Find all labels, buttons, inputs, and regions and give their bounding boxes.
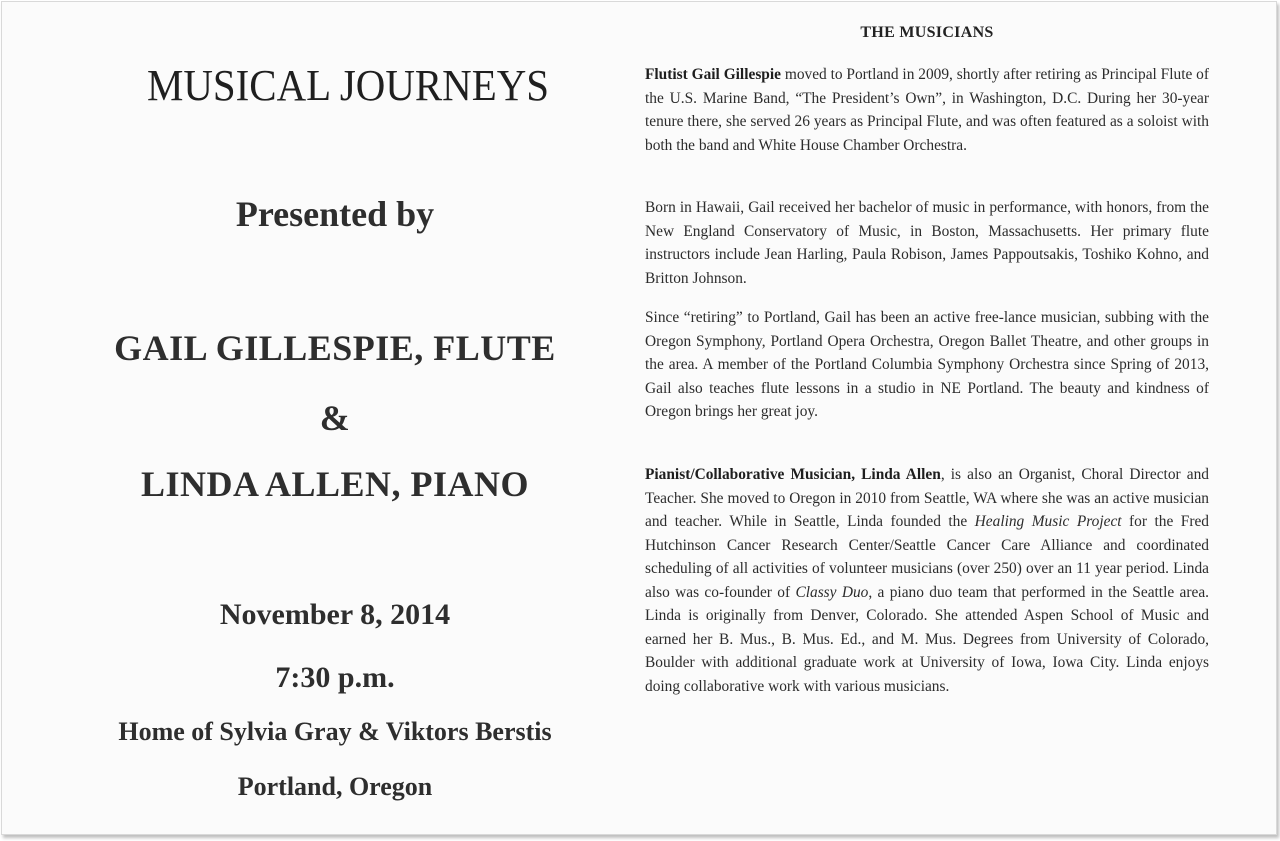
bio-gillespie-text-2: Born in Hawaii, Gail received her bachelor of music in performance, with honors, from the New England Conservatory of Music, in Boston, Massachusetts. Her primary flute instructors include Jean Harling, Paula Robison, James Pappoutsakis, Toshiko Kohno, and Britton Johnson. <box>645 199 1209 287</box>
classy-duo-title: Classy Duo <box>795 583 869 601</box>
bio-allen-text-c: , a piano duo team that performed in the Seattle area. Linda is originally from Denver, Colorado. She attended Aspen School of Music and earned her B. Mus., B. Mus. Ed., and M. Mus. Degrees from University of Colorado, Boulder with additional graduate work at University of Iowa, Iowa City. Linda enjoys doing collaborative work with various musicians. <box>645 583 1209 695</box>
bio-allen-text-b: for the Fred Hutchinson Cancer Research Center/Seattle Cancer Care Alliance and coordinated scheduling of all activities of volunteer musicians (over 250) over an 11 year period. Linda also was co-founder of <box>645 513 1209 601</box>
concert-venue: Home of Sylvia Gray & Viktors Berstis <box>118 717 552 746</box>
performer-piano: LINDA ALLEN, PIANO <box>140 464 530 504</box>
bio-allen-text-a: , is also an Organist, Choral Director and Teacher. She moved to Oregon in 2010 from Seattle, WA where she was an active musician and teacher. While in Seattle, Linda founded the <box>645 466 1209 530</box>
musicians-panel <box>645 2 1209 834</box>
concert-date: November 8, 2014 <box>219 598 451 631</box>
concert-city: Portland, Oregon <box>237 772 433 801</box>
bio-gillespie-paragraph-2 <box>645 196 1209 290</box>
bio-gillespie-lead: Flutist Gail Gillespie <box>645 66 781 83</box>
bio-gillespie-text-1: moved to Portland in 2009, shortly after retiring as Principal Flute of the U.S. Marine Band, “The President’s Own”, in Washington, D.C. During her 30-year tenure there, she served 26 years as Principal Flute, and was often featured as a soloist with both the band and White House Chamber Orchestra. <box>645 66 1209 154</box>
ampersand: & <box>319 398 351 438</box>
bio-gillespie-text-3: Since “retiring” to Portland, Gail has been an active free-lance musician, subbing with the Oregon Symphony, Portland Opera Orchestra, Oregon Ballet Theatre, and other groups in the area. A member of the Portland Columbia Symphony Orchestra since Spring of 2013, Gail also teaches flute lessons in a studio in NE Portland. The beauty and kindness of Oregon brings her great joy. <box>645 309 1209 420</box>
bio-gillespie-paragraph-3 <box>645 306 1209 424</box>
bio-allen-lead: Pianist/Collaborative Musician, Linda Allen <box>645 466 941 483</box>
healing-music-project-title: Healing Music Project <box>974 513 1122 530</box>
bio-allen-paragraph <box>645 463 1209 698</box>
musicians-heading: THE MUSICIANS <box>860 24 994 41</box>
presented-by-label: Presented by <box>235 194 435 234</box>
concert-time: 7:30 p.m. <box>275 661 395 694</box>
performer-flute: GAIL GILLESPIE, FLUTE <box>114 328 556 368</box>
bio-gillespie-paragraph-1 <box>645 63 1209 157</box>
program-title: MUSICAL JOURNEYS <box>146 61 550 110</box>
cover-panel <box>2 2 642 834</box>
program-sheet <box>1 1 1277 835</box>
